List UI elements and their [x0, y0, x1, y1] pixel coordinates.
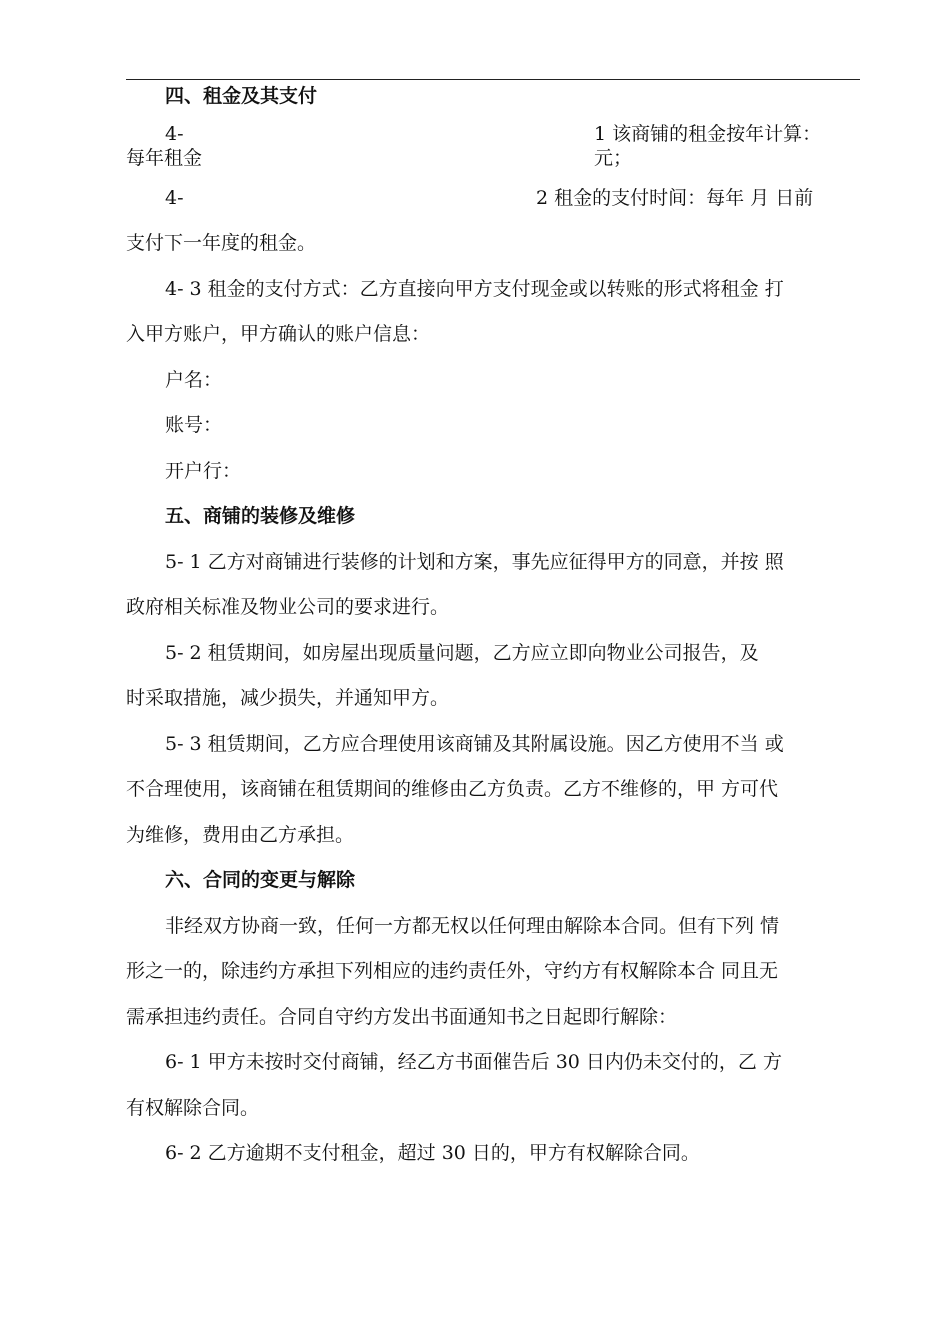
account-name-label: 户名：: [165, 369, 223, 391]
clause-5-1-line-1: 5- 1 乙方对商铺进行装修的计划和方案，事先应征得甲方的同意，并按 照: [165, 551, 784, 573]
header-rule: [126, 79, 860, 80]
account-number-label: 账号：: [165, 414, 223, 436]
clause-4-3-line-2: 入甲方账户，甲方确认的账户信息：: [126, 323, 431, 345]
clause-4-1-label: 每年租金: [126, 147, 203, 169]
clause-4-1-text: 1 该商铺的租金按年计算：: [594, 123, 822, 145]
section-6-intro-line-1: 非经双方协商一致，任何一方都无权以任何理由解除本合同。但有下列 情: [165, 915, 780, 937]
clause-4-3-line-1: 4- 3 租金的支付方式：乙方直接向甲方支付现金或以转账的形式将租金 打: [165, 278, 784, 300]
clause-4-2-number: 4-: [165, 187, 184, 209]
account-bank-label: 开户行：: [165, 460, 242, 482]
section-4-heading: 四、租金及其支付: [165, 85, 318, 107]
clause-4-2-continued: 支付下一年度的租金。: [126, 232, 317, 254]
clause-5-1-line-2: 政府相关标准及物业公司的要求进行。: [126, 596, 450, 618]
section-6-intro-line-3: 需承担违约责任。合同自守约方发出书面通知书之日起即行解除：: [126, 1006, 678, 1028]
clause-6-1-line-2: 有权解除合同。: [126, 1097, 260, 1119]
clause-4-1-unit: 元；: [594, 147, 633, 169]
clause-5-2-line-1: 5- 2 租赁期间，如房屋出现质量问题，乙方应立即向物业公司报告，及: [165, 642, 759, 664]
section-6-intro-line-2: 形之一的，除违约方承担下列相应的违约责任外，守约方有权解除本合 同且无: [126, 960, 779, 982]
clause-4-1-number: 4-: [165, 123, 184, 145]
clause-5-2-line-2: 时采取措施，减少损失，并通知甲方。: [126, 687, 450, 709]
section-6-heading: 六、合同的变更与解除: [165, 869, 356, 891]
clause-5-3-line-3: 为维修，费用由乙方承担。: [126, 824, 355, 846]
clause-4-2-text: 2 租金的支付时间：每年 月 日前: [536, 187, 814, 209]
clause-5-3-line-1: 5- 3 租赁期间，乙方应合理使用该商铺及其附属设施。因乙方使用不当 或: [165, 733, 784, 755]
clause-5-3-line-2: 不合理使用，该商铺在租赁期间的维修由乙方负责。乙方不维修的，甲 方可代: [126, 778, 779, 800]
clause-6-1-line-1: 6- 1 甲方未按时交付商铺，经乙方书面催告后 30 日内仍未交付的，乙 方: [165, 1051, 782, 1073]
clause-6-2-line-1: 6- 2 乙方逾期不支付租金，超过 30 日的，甲方有权解除合同。: [165, 1142, 700, 1164]
section-5-heading: 五、商铺的装修及维修: [165, 505, 356, 527]
